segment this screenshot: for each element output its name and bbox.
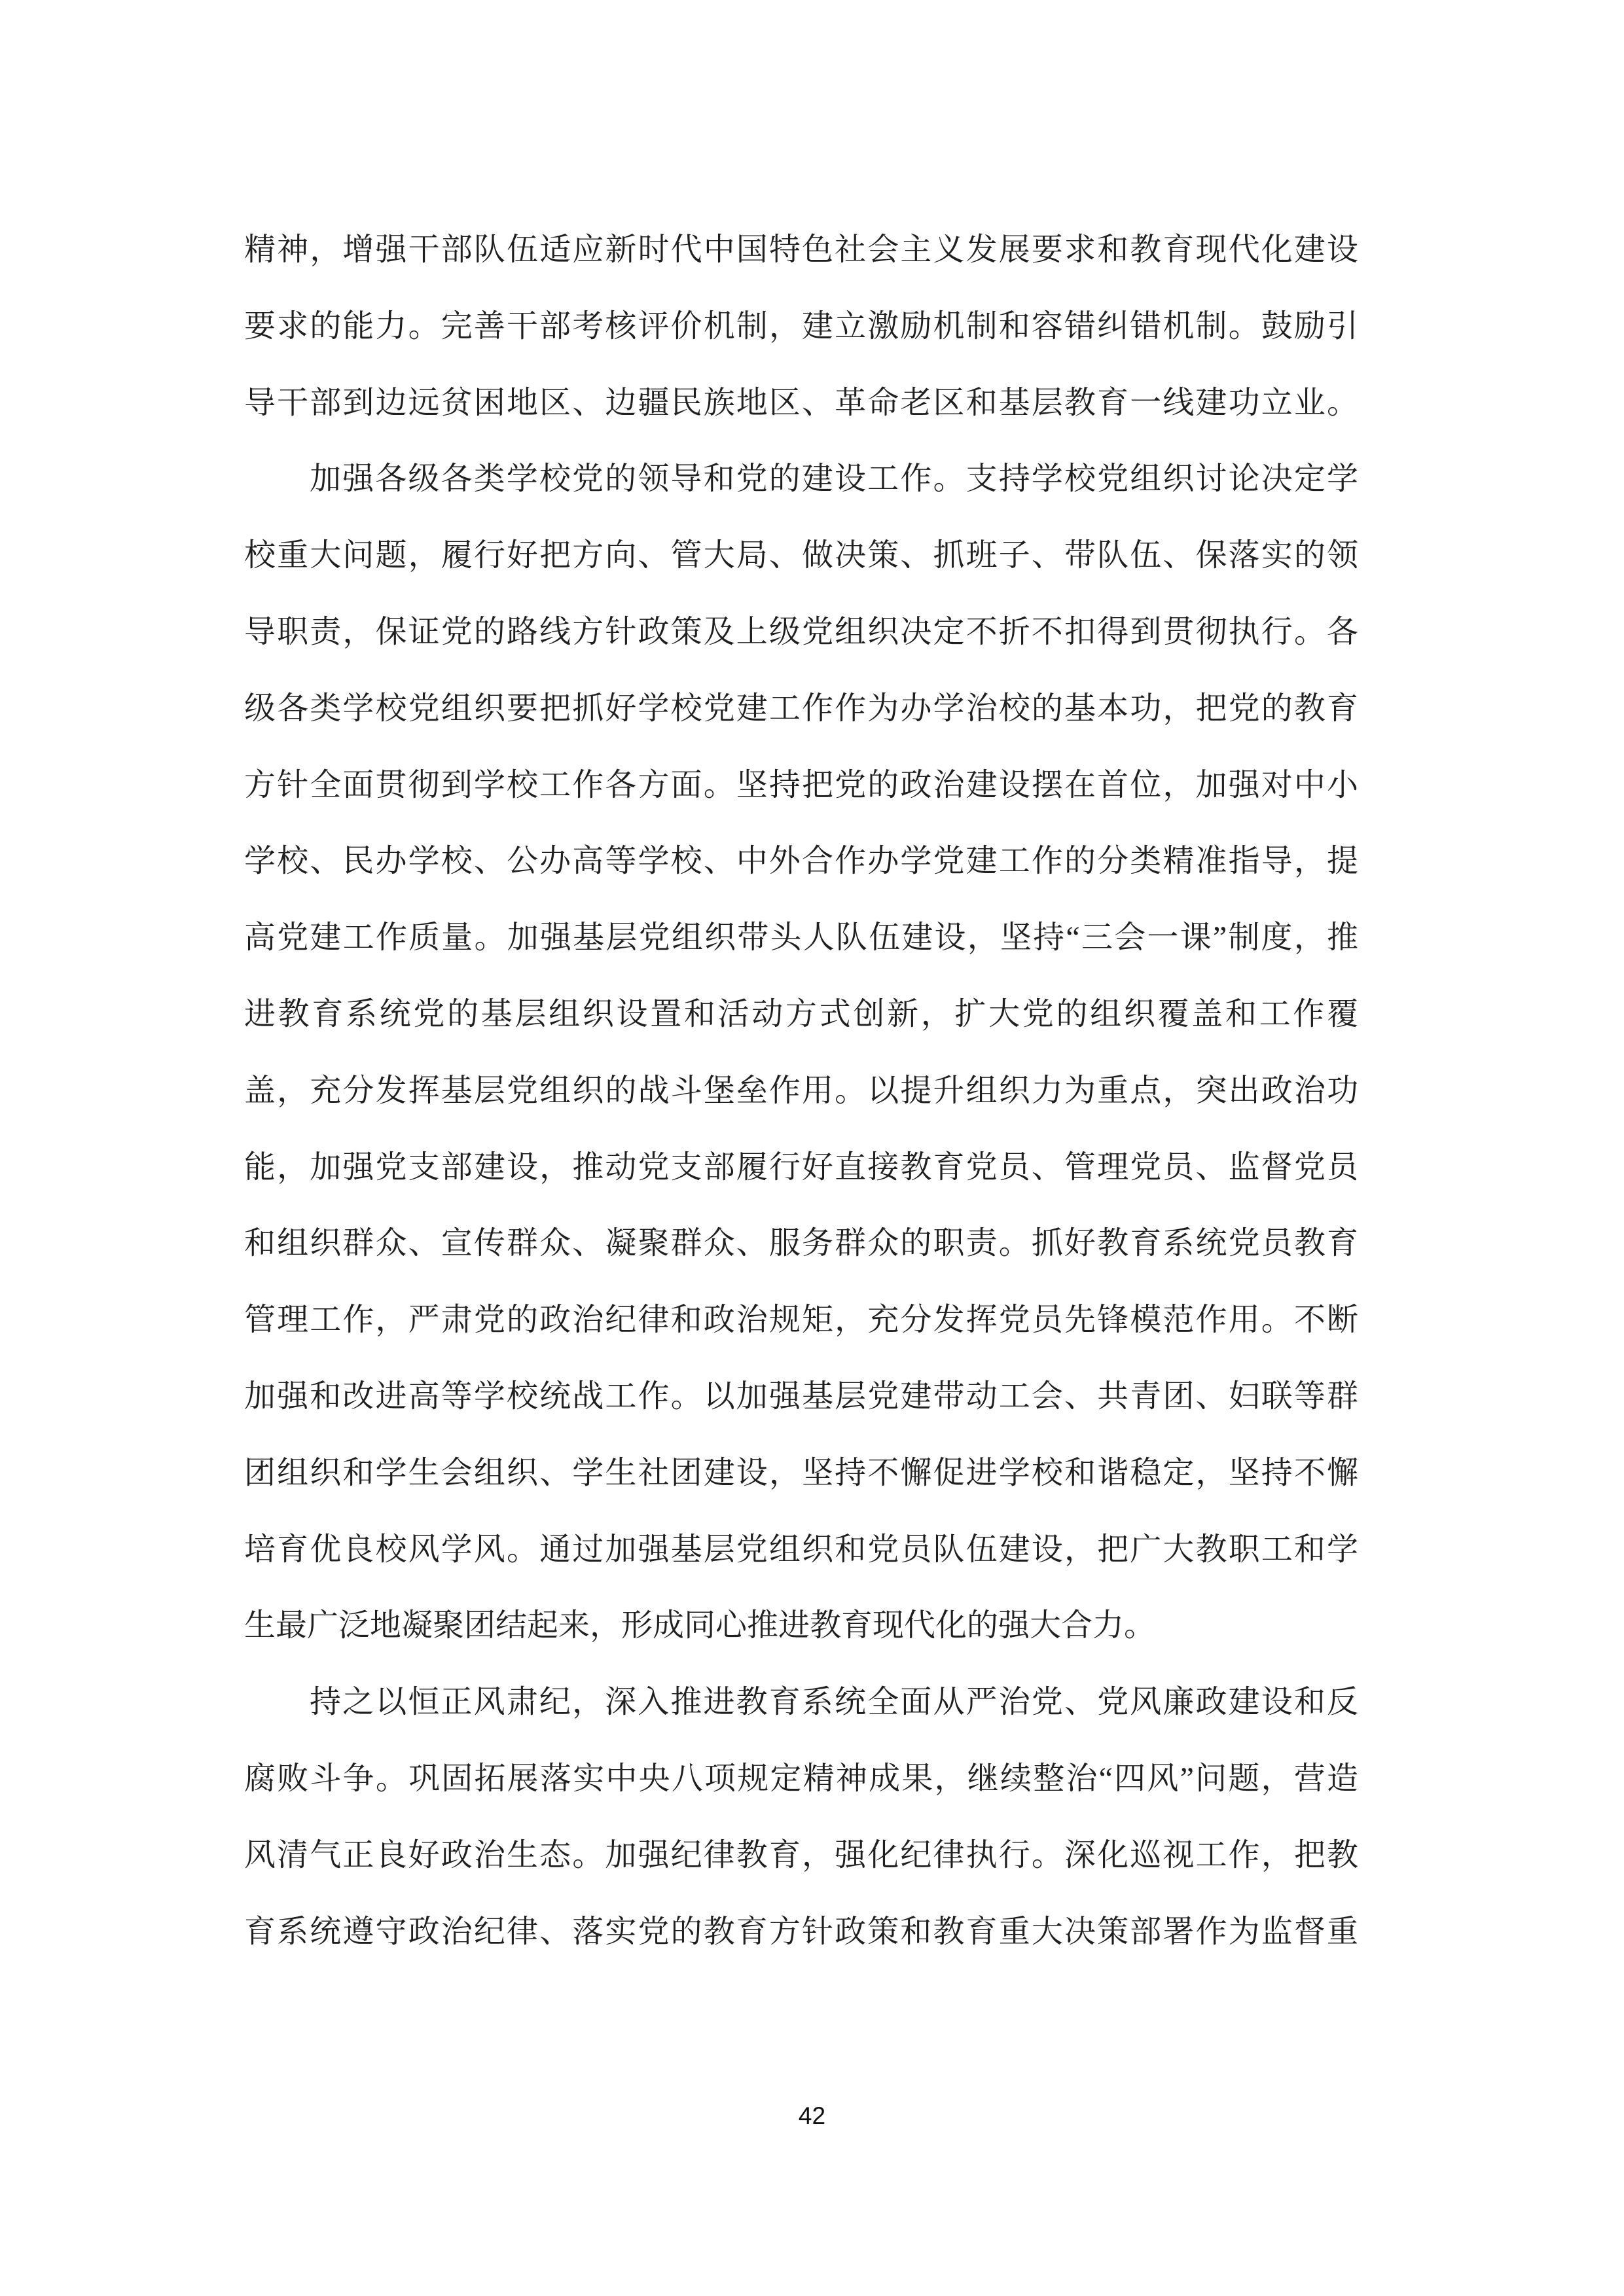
page-number: 42 <box>798 2102 826 2129</box>
text-line: 方针全面贯彻到学校工作各方面。坚持把党的政治建设摆在首位，加强对中小 <box>244 767 1358 802</box>
text-line: 加强和改进高等学校统战工作。以加强基层党建带动工会、共青团、妇联等群 <box>244 1378 1358 1414</box>
text-line: 校重大问题，履行好把方向、管大局、做决策、抓班子、带队伍、保落实的领 <box>244 538 1358 573</box>
text-line: 能，加强党支部建设，推动党支部履行好直接教育党员、管理党员、监督党员 <box>244 1149 1358 1185</box>
text-line: 导干部到边远贫困地区、边疆民族地区、革命老区和基层教育一线建功立业。 <box>244 385 1358 420</box>
paragraph <box>244 1664 1358 1970</box>
text-line: 风清气正良好政治生态。加强纪律教育，强化纪律执行。深化巡视工作，把教 <box>244 1837 1358 1873</box>
paragraph <box>244 441 1358 1664</box>
text-line: 育系统遵守政治纪律、落实党的教育方针政策和教育重大决策部署作为监督重 <box>244 1914 1358 1949</box>
text-line: 精神，增强干部队伍适应新时代中国特色社会主义发展要求和教育现代化建设 <box>244 232 1358 267</box>
text-line: 培育优良校风学风。通过加强基层党组织和党员队伍建设，把广大教职工和学 <box>244 1532 1358 1567</box>
text-line: 腐败斗争。巩固拓展落实中央八项规定精神成果，继续整治“四风”问题，营造 <box>244 1761 1358 1796</box>
text-line: 管理工作，严肃党的政治纪律和政治规矩，充分发挥党员先锋模范作用。不断 <box>244 1302 1358 1338</box>
text-line: 要求的能力。完善干部考核评价机制，建立激励机制和容错纠错机制。鼓励引 <box>244 308 1358 344</box>
text-line: 高党建工作质量。加强基层党组织带头人队伍建设，坚持“三会一课”制度，推 <box>244 920 1358 956</box>
paragraph <box>244 212 1358 441</box>
text-line: 生最广泛地凝聚团结起来，形成同心推进教育现代化的强大合力。 <box>244 1608 1156 1643</box>
text-line: 团组织和学生会组织、学生社团建设，坚持不懈促进学校和谐稳定，坚持不懈 <box>244 1455 1358 1490</box>
text-line: 进教育系统党的基层组织设置和活动方式创新，扩大党的组织覆盖和工作覆 <box>244 996 1358 1031</box>
text-line: 和组织群众、宣传群众、凝聚群众、服务群众的职责。抓好教育系统党员教育 <box>244 1226 1358 1261</box>
text-line: 学校、民办学校、公办高等学校、中外合作办学党建工作的分类精准指导，提 <box>244 844 1358 879</box>
text-line: 导职责，保证党的路线方针政策及上级党组织决定不折不扣得到贯彻执行。各 <box>244 614 1358 649</box>
text-line: 持之以恒正风肃纪，深入推进教育系统全面从严治党、党风廉政建设和反 <box>310 1685 1358 1720</box>
text-line: 级各类学校党组织要把抓好学校党建工作作为办学治校的基本功，把党的教育 <box>244 691 1358 726</box>
body-text <box>244 212 1358 1970</box>
text-line: 盖，充分发挥基层党组织的战斗堡垒作用。以提升组织力为重点，突出政治功 <box>244 1073 1358 1108</box>
text-line: 加强各级各类学校党的领导和党的建设工作。支持学校党组织讨论决定学 <box>310 461 1358 497</box>
